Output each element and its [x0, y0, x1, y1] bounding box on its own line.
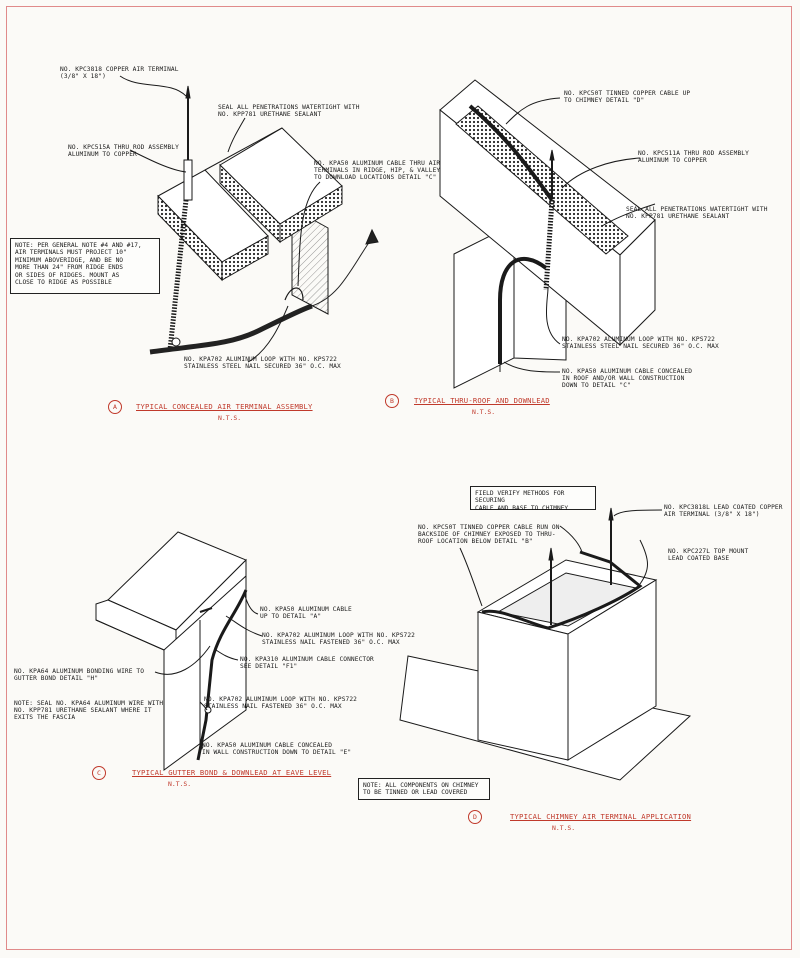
- detail-a-marker: A: [108, 400, 122, 414]
- label-d-top-mount: NO. KPC227L TOP MOUNT LEAD COATED BASE: [668, 548, 749, 563]
- detail-d-drawing: [400, 508, 690, 780]
- note-a: NOTE: PER GENERAL NOTE #4 AND #17, AIR TERMINALS MUST PROJECT 10" MINIMUM ABOVERIDGE, AND BE NO MORE THAN 24" FROM RIDGE ENDS OR SIDES OF RIDGES. MOUNT AS CLOSE TO RIDGE AS POSSIBLE: [10, 238, 160, 294]
- detail-c-nts: N.T.S.: [168, 780, 192, 788]
- label-b-concealed: NO. KPA50 ALUMINUM CABLE CONCEALED IN ROOF AND/OR WALL CONSTRUCTION DOWN TO DETAIL "C": [562, 368, 693, 390]
- detail-b-nts: N.T.S.: [472, 408, 496, 416]
- note-d-components: NOTE: ALL COMPONENTS ON CHIMNEY TO BE TINNED OR LEAD COVERED: [358, 778, 490, 800]
- label-c-loop2: NO. KPA702 ALUMINUM LOOP WITH NO. KPS722 STAINLESS NAIL FASTENED 36" O.C. MAX: [204, 696, 358, 711]
- label-b-thru-rod: NO. KPC511A THRU ROD ASSEMBLY ALUMINUM TO COPPER: [638, 150, 749, 165]
- label-b-seal: SEAL ALL PENETRATIONS WATERTIGHT WITH NO. KPP781 URETHANE SEALANT: [626, 206, 768, 221]
- detail-c-title: TYPICAL GUTTER BOND & DOWNLEAD AT EAVE LEVEL: [132, 768, 332, 777]
- label-a-seal: SEAL ALL PENETRATIONS WATERTIGHT WITH NO. KPP781 URETHANE SEALANT: [218, 104, 360, 119]
- note-d-field-verify: FIELD VERIFY METHODS FOR SECURING CABLE AND BASE TO CHIMNEY: [470, 486, 596, 510]
- label-d-lead-terminal: NO. KPC3818L LEAD COATED COPPER AIR TERMINAL (3/8" X 18"): [664, 504, 783, 519]
- label-a-copper-terminal: NO. KPC3818 COPPER AIR TERMINAL (3/8" X 18"): [60, 66, 179, 81]
- label-a-thru-rod: NO. KPC515A THRU ROD ASSEMBLY ALUMINUM TO COPPER: [68, 144, 179, 159]
- label-c-concealed: NO. KPA50 ALUMINUM CABLE CONCEALED IN WALL CONSTRUCTION DOWN TO DETAIL "E": [202, 742, 352, 757]
- label-c-connector: NO. KPA310 ALUMINUM CABLE CONNECTOR SEE DETAIL "F1": [240, 656, 374, 671]
- detail-d-title: TYPICAL CHIMNEY AIR TERMINAL APPLICATION: [510, 812, 692, 821]
- detail-b-title: TYPICAL THRU-ROOF AND DOWNLEAD: [414, 396, 550, 405]
- detail-d-marker: D: [468, 810, 482, 824]
- detail-c-drawing: [96, 532, 262, 770]
- label-b-tinned-cable: NO. KPC50T TINNED COPPER CABLE UP TO CHIMNEY DETAIL "D": [564, 90, 691, 105]
- label-c-seal-note: NOTE: SEAL NO. KPA64 ALUMINUM WIRE WITH NO. KPP781 URETHANE SEALANT WHERE IT EXITS THE FASCIA: [14, 700, 164, 722]
- detail-a-drawing: [120, 76, 378, 362]
- detail-c-marker: C: [92, 766, 106, 780]
- detail-a-nts: N.T.S.: [218, 414, 242, 422]
- detail-d-nts: N.T.S.: [552, 824, 576, 832]
- label-a-cable: NO. KPA50 ALUMINUM CABLE THRU AIR TERMINALS IN RIDGE, HIP, & VALLEY TO DOWNLOAD LOCATIONS DETAIL "C": [314, 160, 441, 182]
- label-c-loop1: NO. KPA702 ALUMINUM LOOP WITH NO. KPS722 STAINLESS NAIL FASTENED 36" O.C. MAX: [262, 632, 416, 647]
- label-c-bonding: NO. KPA64 ALUMINUM BONDING WIRE TO GUTTER BOND DETAIL "H": [14, 668, 145, 683]
- label-b-loop: NO. KPA702 ALUMINUM LOOP WITH NO. KPS722 STAINLESS STEEL NAIL SECURED 36" O.C. MAX: [562, 336, 719, 351]
- detail-a-title: TYPICAL CONCEALED AIR TERMINAL ASSEMBLY: [136, 402, 313, 411]
- label-a-loop: NO. KPA702 ALUMINUM LOOP WITH NO. KPS722 STAINLESS STEEL NAIL SECURED 36" O.C. MAX: [184, 356, 341, 371]
- detail-b-marker: B: [385, 394, 399, 408]
- label-c-cable: NO. KPA50 ALUMINUM CABLE UP TO DETAIL "A": [260, 606, 352, 621]
- label-d-tinned-cable: NO. KPC50T TINNED COPPER CABLE RUN ON BACKSIDE OF CHIMNEY EXPOSED TO THRU- ROOF LOCATION BELOW DETAIL "B": [418, 524, 560, 546]
